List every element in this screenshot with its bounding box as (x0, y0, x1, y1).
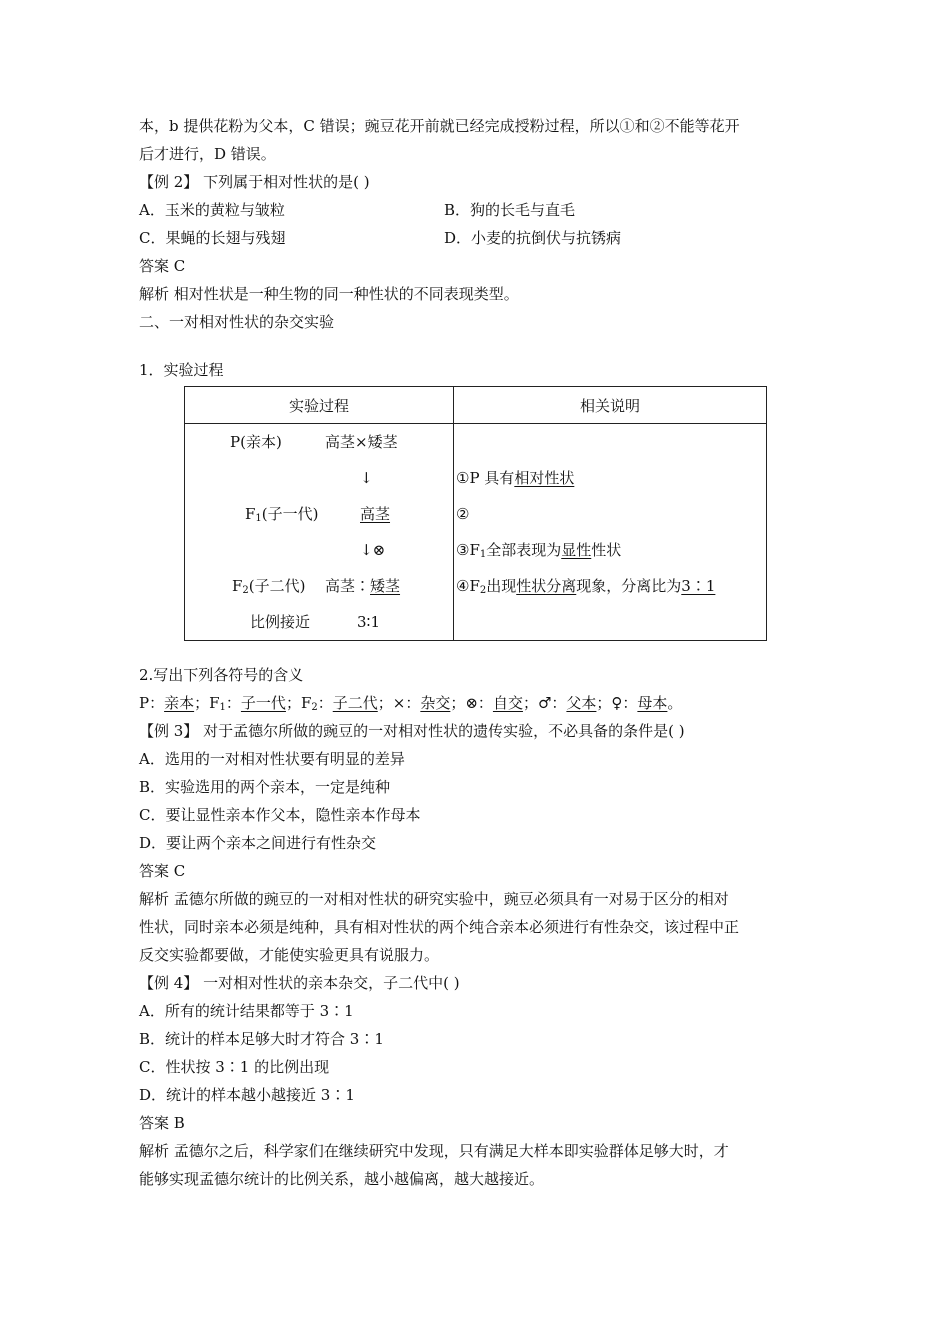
example-3-option-c: C．要让显性亲本作父本，隐性亲本作母本 (139, 806, 421, 824)
example-3-analysis-3: 反交实验都要做，才能使实验更具有说服力。 (139, 946, 440, 964)
example-4-option-d: D．统计的样本越小越接近 3∶1 (139, 1086, 355, 1104)
example-4-analysis-2: 能够实现孟德尔统计的比例关系，越小越偏离，越大越接近。 (139, 1170, 545, 1188)
example-3-option-d: D．要让两个亲本之间进行有性杂交 (139, 834, 377, 852)
table-header-notes: 相关说明 (454, 387, 767, 424)
notes-cell (454, 424, 767, 641)
f2-label: $F_2$(子二代) (232, 577, 306, 596)
intro-line-2: 后才进行，D 错误。 (139, 145, 276, 163)
p-cross: 高茎×矮茎 (325, 433, 398, 451)
process-cell (185, 424, 454, 641)
example-4-analysis-1: 解析 孟德尔之后，科学家们在继续研究中发现，只有满足大样本即实验群体足够大时，才 (139, 1142, 729, 1160)
example-2-stem: 【例 2】 下列属于相对性状的是( ) (139, 173, 370, 191)
example-2-options-cd (139, 224, 819, 252)
example-3-analysis-1: 解析 孟德尔所做的豌豆的一对相对性状的研究实验中，豌豆必须具有一对易于区分的相对 (139, 890, 729, 908)
f1-value: 高茎 (360, 505, 391, 523)
note-1: ①P 具有相对性状 (456, 469, 575, 487)
example-3-option-b: B．实验选用的两个亲本，一定是纯种 (139, 778, 391, 796)
example-4-option-b: B．统计的样本足够大时才符合 3∶1 (139, 1030, 384, 1048)
option-c: C．果蝇的长翅与残翅 (139, 229, 286, 247)
ratio-label: 比例接近 (250, 613, 311, 631)
example-3-answer: 答案 C (139, 862, 186, 880)
p-label: P(亲本) (230, 433, 282, 451)
example-4-stem: 【例 4】 一对相对性状的亲本杂交，子二代中( ) (139, 974, 460, 992)
option-b: B．狗的长毛与直毛 (444, 201, 576, 219)
f2-value: 高茎∶矮茎 (325, 577, 401, 595)
note-3: $③F_1$全部表现为显性性状 (456, 541, 622, 560)
section-2-title: 二、一对相对性状的杂交实验 (139, 313, 335, 331)
experiment-table (184, 386, 767, 641)
example-3-stem: 【例 3】 对于孟德尔所做的豌豆的一对相对性状的遗传实验，不必具备的条件是( ) (139, 722, 685, 740)
example-2-answer: 答案 C (139, 257, 186, 275)
option-d: D．小麦的抗倒伏与抗锈病 (444, 229, 622, 247)
f1-label: $F_1$(子一代) (245, 505, 319, 524)
subsection-2-title: 2.写出下列各符号的含义 (139, 666, 304, 684)
example-4-option-a: A．所有的统计结果都等于 3∶1 (139, 1002, 354, 1020)
intro-line-1: 本，b 提供花粉为父本，C 错误；豌豆花开前就已经完成授粉过程，所以①和②不能等花开 (139, 117, 740, 135)
option-a: A．玉米的黄粒与皱粒 (139, 201, 285, 219)
example-2-options-ab (139, 196, 819, 224)
symbol-meanings: P：亲本；$F_1$：子一代；$F_2$：子二代；×：杂交；⊗：自交；♂：父本；♀：母本。 (139, 694, 683, 713)
example-4-option-c: C．性状按 3∶1 的比例出现 (139, 1058, 330, 1076)
ratio-value: 3∶1 (357, 613, 380, 631)
document-page (139, 112, 819, 1193)
arrow-self-cross: ↓⊗ (360, 541, 386, 559)
example-3-analysis-2: 性状，同时亲本必须是纯种，具有相对性状的两个纯合亲本必须进行有性杂交，该过程中正 (139, 918, 740, 936)
note-4: $④F_2$出现性状分离现象，分离比为3∶1 (456, 577, 716, 596)
table-header-process: 实验过程 (185, 387, 454, 424)
example-4-answer: 答案 B (139, 1114, 185, 1132)
example-3-option-a: A．选用的一对相对性状要有明显的差异 (139, 750, 405, 768)
arrow-down: ↓ (360, 469, 373, 487)
subsection-1-title: 1．实验过程 (139, 361, 224, 379)
example-2-analysis: 解析 相对性状是一种生物的同一种性状的不同表现类型。 (139, 285, 519, 303)
note-2: ② (456, 505, 470, 523)
